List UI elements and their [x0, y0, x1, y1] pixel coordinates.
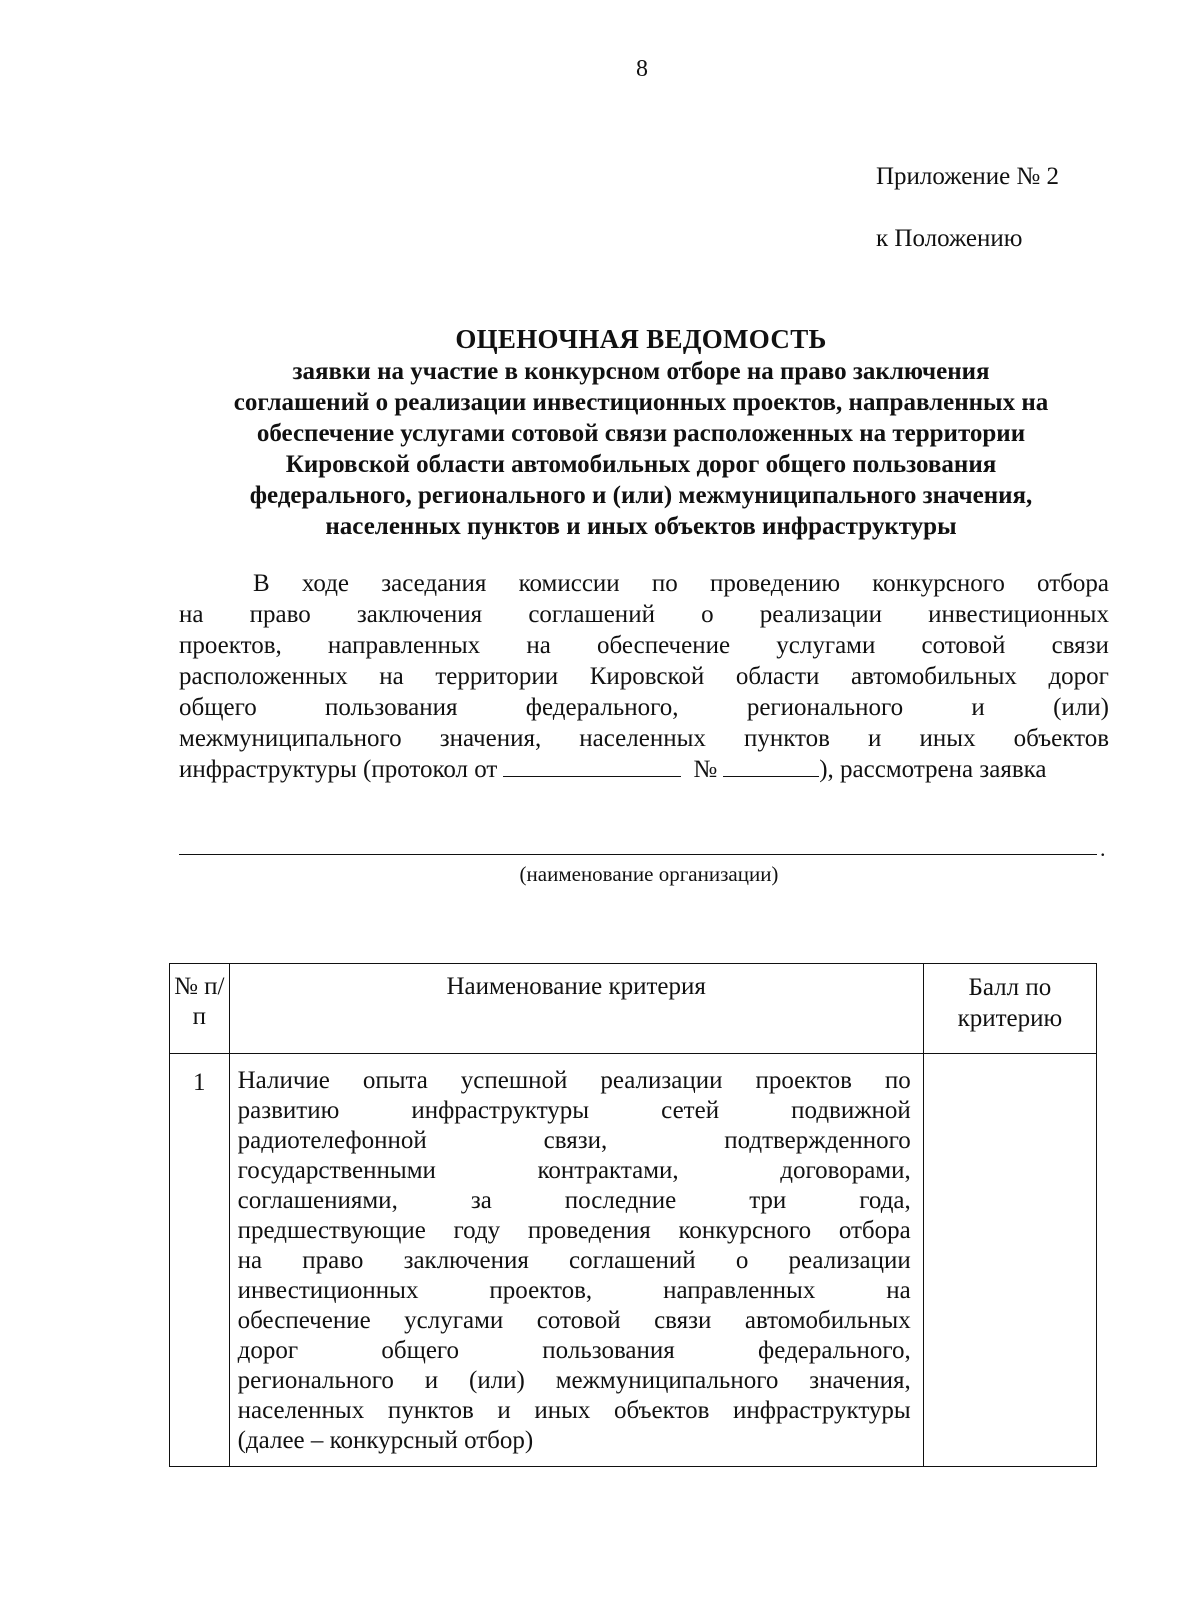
criterion-word: населенных: [237, 1397, 365, 1424]
criterion-word: дорог: [237, 1337, 299, 1364]
header-criterion-name: Наименование критерия: [229, 964, 923, 1054]
criterion-word: объектов: [614, 1397, 710, 1424]
body-word: инвестиционных: [928, 601, 1109, 628]
criterion-word: три: [749, 1187, 787, 1214]
protocol-prefix: инфраструктуры (протокол от: [179, 756, 498, 783]
criterion-word: конкурсного: [678, 1217, 812, 1244]
body-line: [179, 568, 1109, 599]
body-word: комиссии: [518, 570, 620, 597]
criterion-line: [238, 1246, 911, 1276]
table-header-row: [170, 964, 1097, 1054]
criterion-word: последние: [564, 1187, 677, 1214]
subtitle-line: федерального, регионального и (или) межмуниципального значения,: [249, 482, 1033, 509]
body-word: дорог: [1048, 663, 1109, 690]
protocol-suffix: ), рассмотрена заявка: [819, 756, 1047, 783]
criterion-word: общего: [381, 1337, 460, 1364]
criterion-line: [238, 1186, 911, 1216]
subtitle-line: населенных пунктов и иных объектов инфраструктуры: [325, 513, 957, 540]
body-word: пользования: [325, 694, 458, 721]
appendix-number: Приложение № 2: [876, 163, 1060, 190]
body-last-line: [179, 754, 1109, 785]
criterion-last-line: (далее – конкурсный отбор): [237, 1427, 534, 1454]
body-line: [179, 692, 1109, 723]
criterion-word: инфраструктуры: [732, 1397, 911, 1424]
criteria-table: [169, 963, 1097, 1467]
criterion-word: инфраструктуры: [411, 1097, 590, 1124]
subtitle-line: обеспечение услугами сотовой связи расположенных на территории: [256, 420, 1026, 447]
body-line: [179, 630, 1109, 661]
body-word: (или): [1053, 694, 1109, 721]
body-paragraph: [179, 568, 1109, 785]
appendix-reference: [876, 146, 1059, 270]
criterion-word: за: [470, 1187, 492, 1214]
row-criterion-name: [229, 1054, 923, 1467]
criterion-word: радиотелефонной: [237, 1127, 427, 1154]
criterion-word: развитию: [237, 1097, 340, 1124]
criterion-word: о: [735, 1247, 749, 1274]
body-word: реализации: [759, 601, 882, 628]
body-word: по: [651, 570, 678, 597]
criterion-word: проведения: [527, 1217, 651, 1244]
body-word: ходе: [301, 570, 350, 597]
criterion-word: на: [237, 1247, 263, 1274]
criterion-word: договорами,: [780, 1157, 911, 1184]
organization-name-caption: (наименование организации): [519, 862, 779, 886]
body-word: отбора: [1037, 570, 1109, 597]
body-word: проектов,: [179, 632, 282, 659]
body-word: Кировской: [589, 663, 705, 690]
criterion-word: пунктов: [387, 1397, 474, 1424]
body-word: на: [179, 601, 204, 628]
subtitle-line: соглашений о реализации инвестиционных проектов, направленных на: [233, 389, 1049, 416]
criterion-line: [238, 1126, 911, 1156]
body-word: направленных: [327, 632, 481, 659]
criterion-word: сетей: [661, 1097, 720, 1124]
criterion-word: регионального: [237, 1367, 394, 1394]
criterion-word: значения,: [809, 1367, 911, 1394]
criterion-word: право: [302, 1247, 364, 1274]
criterion-word: и: [424, 1367, 439, 1394]
body-word: обеспечение: [596, 632, 731, 659]
criterion-word: отбора: [838, 1217, 911, 1244]
criterion-word: года,: [859, 1187, 911, 1214]
body-word: регионального: [746, 694, 904, 721]
body-word: иных: [919, 725, 976, 752]
body-word: и: [868, 725, 882, 752]
row-number: 1: [170, 1054, 230, 1467]
criterion-word: автомобильных: [744, 1307, 911, 1334]
criterion-word: государственными: [237, 1157, 436, 1184]
body-word: заседания: [381, 570, 487, 597]
body-word: право: [249, 601, 311, 628]
document-title: ОЦЕНОЧНАЯ ВЕДОМОСТЬ: [455, 324, 827, 354]
criterion-word: связи,: [543, 1127, 608, 1154]
criterion-word: по: [884, 1067, 911, 1094]
criterion-word: предшествующие: [237, 1217, 426, 1244]
body-word: сотовой: [921, 632, 1006, 659]
body-word: населенных: [579, 725, 706, 752]
document-subtitle: [175, 356, 1107, 542]
organization-line-dot: .: [1100, 836, 1106, 861]
protocol-number-blank[interactable]: [723, 754, 819, 777]
body-word: области: [735, 663, 820, 690]
criterion-word: проектов: [755, 1067, 852, 1094]
header-score: Балл по критерию: [923, 964, 1096, 1054]
body-word: межмуниципального: [179, 725, 402, 752]
criterion-word: направленных: [663, 1277, 816, 1304]
body-word: услугами: [776, 632, 876, 659]
body-line: [179, 661, 1109, 692]
criterion-line: [238, 1066, 911, 1096]
body-word: пунктов: [743, 725, 830, 752]
protocol-number-sign: №: [693, 756, 718, 783]
criterion-lines: [238, 1066, 911, 1426]
criterion-word: федерального,: [758, 1337, 911, 1364]
body-word: на: [526, 632, 551, 659]
body-word: общего: [179, 694, 257, 721]
criterion-word: и: [497, 1397, 511, 1424]
body-word: автомобильных: [851, 663, 1017, 690]
criterion-word: обеспечение: [237, 1307, 371, 1334]
criterion-word: опыта: [362, 1067, 428, 1094]
body-word: территории: [435, 663, 559, 690]
criterion-word: связи: [654, 1307, 712, 1334]
page-number: 8: [636, 56, 648, 82]
body-word: федерального,: [525, 694, 679, 721]
criterion-word: соглашениями,: [237, 1187, 398, 1214]
criterion-line: [238, 1336, 911, 1366]
body-word: значения,: [439, 725, 542, 752]
subtitle-line: Кировской области автомобильных дорог общего пользования: [285, 451, 997, 478]
body-word: соглашений: [528, 601, 655, 628]
criterion-word: соглашений: [569, 1247, 696, 1274]
criterion-word: реализации: [788, 1247, 911, 1274]
body-word: о: [701, 601, 714, 628]
body-word: объектов: [1013, 725, 1109, 752]
criterion-line: [238, 1366, 911, 1396]
criterion-word: иных: [534, 1397, 591, 1424]
body-word: связи: [1051, 632, 1109, 659]
criterion-word: межмуниципального: [555, 1367, 779, 1394]
body-word: конкурсного: [872, 570, 1005, 597]
header-number: № п/п: [170, 964, 230, 1054]
criterion-line: [238, 1306, 911, 1336]
appendix-to-regulation: к Положению: [876, 225, 1023, 252]
criterion-line: [238, 1396, 911, 1426]
criterion-word: подтвержденного: [724, 1127, 911, 1154]
organization-name-line[interactable]: [179, 854, 1097, 855]
criterion-line: [238, 1096, 911, 1126]
criterion-word: реализации: [600, 1067, 723, 1094]
criterion-word: (или): [469, 1367, 525, 1394]
criterion-word: году: [453, 1217, 501, 1244]
table-row: [170, 1054, 1097, 1467]
row-score-cell[interactable]: [923, 1054, 1096, 1467]
criterion-word: контрактами,: [537, 1157, 679, 1184]
criterion-word: Наличие: [237, 1067, 330, 1094]
body-word: расположенных: [179, 663, 348, 690]
criterion-word: сотовой: [536, 1307, 621, 1334]
criterion-word: проектов,: [489, 1277, 593, 1304]
body-word: на: [379, 663, 404, 690]
criterion-word: инвестиционных: [237, 1277, 419, 1304]
criterion-line: [238, 1216, 911, 1246]
body-word: проведению: [709, 570, 841, 597]
body-line: [179, 599, 1109, 630]
body-lines: [179, 568, 1109, 754]
criterion-line: [238, 1276, 911, 1306]
body-word: В: [253, 570, 270, 597]
body-word: и: [971, 694, 985, 721]
body-line: [179, 723, 1109, 754]
criterion-word: пользования: [542, 1337, 675, 1364]
criterion-word: заключения: [403, 1247, 529, 1274]
criterion-word: подвижной: [791, 1097, 911, 1124]
document-title-block: [175, 322, 1107, 542]
protocol-date-blank[interactable]: [503, 754, 681, 777]
criterion-word: успешной: [460, 1067, 568, 1094]
criterion-word: услугами: [404, 1307, 504, 1334]
subtitle-line: заявки на участие в конкурсном отборе на право заключения: [292, 358, 990, 385]
criterion-word: на: [886, 1277, 911, 1304]
body-word: заключения: [356, 601, 483, 628]
criterion-line: [238, 1156, 911, 1186]
